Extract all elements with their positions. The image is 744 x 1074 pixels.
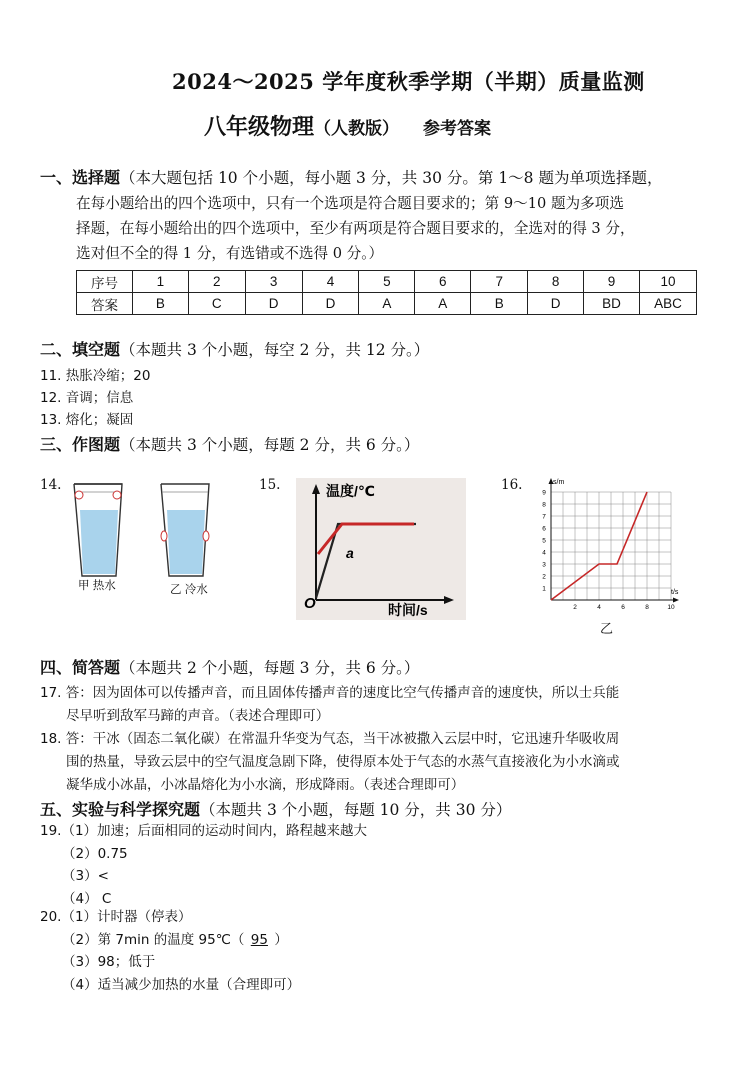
section5-header: 五、实验与科学探究题（本题共 3 个小题，每题 10 分，共 30 分）	[40, 800, 512, 819]
section1-heading: 一、选择题	[40, 168, 121, 187]
fig15-origin: O	[304, 595, 316, 612]
fig16-ylabel: s/m	[553, 479, 565, 486]
fig16-y-tick: 1	[542, 585, 546, 593]
fig15-ylabel: 温度/℃	[326, 483, 375, 499]
answer-19: 19.（1）加速；后面相同的运动时间内，路程越来越大 （2）0.75 （3）< （4） C	[40, 823, 368, 907]
page-subtitle	[204, 110, 491, 141]
fig16-y-tick: 4	[542, 549, 546, 557]
fig16-x-tick: 2	[573, 604, 577, 611]
fig16-xlabel: t/s	[671, 589, 679, 596]
fig16-x-tick: 8	[645, 604, 649, 611]
answer-17: 17. 答：因为固体可以传播声音，而且固体传播声音的速度比空气传播声音的速度快，所以士兵能 尽早听到敌军马蹄的声音。（表述合理即可）	[40, 685, 620, 724]
section3-heading: 三、作图题	[40, 435, 121, 454]
section1-intro: 一、选择题（本大题包括 10 个小题，每小题 3 分，共 30 分。第 1～8 题为单项选择题， 在每小题给出的四个选项中，只有一个选项是符合题目要求的；第 9～10 题为多项选 择题，在每小题给出的四个选项中，至少有两项是符合题目要求的，全选对的得 3 分， 选对但不全的得 1 分，有选错或不选得 0 分。）	[40, 168, 663, 262]
fig16-y-tick: 2	[542, 573, 546, 581]
cup-hot	[74, 484, 122, 576]
cup2-label: 乙 冷水	[170, 584, 208, 596]
fig16-y-tick: 3	[542, 561, 546, 569]
table-row: 答案 B C D D A A B D BD ABC	[77, 293, 697, 315]
fig16-y-tick: 5	[542, 537, 546, 545]
answer-11: 11. 热胀冷缩；20	[40, 368, 151, 384]
fig16-x-tick: 10	[667, 604, 675, 611]
fig16-y-tick: 7	[542, 513, 546, 521]
fig14-number: 14.	[40, 477, 62, 493]
section4-heading: 四、简答题	[40, 658, 121, 677]
cup1-label: 甲 热水	[78, 580, 116, 592]
fig16-number: 16.	[501, 477, 523, 493]
table-header-cell: 答案	[77, 293, 133, 315]
section2-heading: 二、填空题	[40, 340, 121, 359]
answer-blank: 95	[250, 931, 268, 948]
answer-13: 13. 熔化；凝固	[40, 412, 134, 428]
table-header-cell: 序号	[77, 271, 133, 293]
answer-20: 20.（1）计时器（停表） （2）第 7min 的温度 95℃（ 95 ） （3）98；低于 （4）适当减少加热的水量（合理即可）	[40, 909, 301, 993]
fig15-curve-label: a	[346, 545, 354, 561]
fig16-chart	[533, 474, 683, 614]
table-row: 序号 1 2 3 4 5 6 7 8 9 10	[77, 271, 697, 293]
fig16-x-tick: 4	[597, 604, 601, 611]
fig16-caption: 乙	[600, 621, 614, 636]
subtitle-main: 八年级物理	[204, 114, 315, 140]
fig16-y-tick: 8	[542, 501, 546, 509]
answer-12: 12. 音调；信息	[40, 390, 134, 406]
subtitle-edition: （人教版）	[314, 119, 400, 139]
page-title: 2024～2025 学年度秋季学期（半期）质量监测	[172, 69, 645, 94]
answer-table	[76, 270, 697, 315]
section5-heading: 五、实验与科学探究题	[40, 800, 201, 819]
answer-18: 18. 答：干冰（固态二氧化碳）在常温升华变为气态，当干冰被撒入云层中时，它迅速升华吸收周 围的热量，导致云层中的空气温度急剧下降，使得原本处于气态的水蒸气直接液化为小水滴或 凝华成小冰晶，小冰晶熔化为小水滴，形成降雨。（表述合理即可）	[40, 731, 620, 793]
subtitle-answer: 参考答案	[423, 119, 492, 139]
section2-header: 二、填空题（本题共 3 个小题，每空 2 分，共 12 分。）	[40, 340, 430, 359]
fig15-graph	[296, 478, 466, 620]
fig15-xlabel: 时间/s	[388, 602, 428, 618]
fig16-y-tick: 9	[542, 489, 546, 497]
fig16-y-tick: 6	[542, 525, 546, 533]
section3-header: 三、作图题（本题共 3 个小题，每题 2 分，共 6 分。）	[40, 435, 420, 454]
fig15-number: 15.	[259, 477, 281, 493]
section4-header: 四、简答题（本题共 2 个小题，每题 3 分，共 6 分。）	[40, 658, 420, 677]
fig16-x-tick: 6	[621, 604, 625, 611]
cup-cold	[161, 484, 209, 576]
